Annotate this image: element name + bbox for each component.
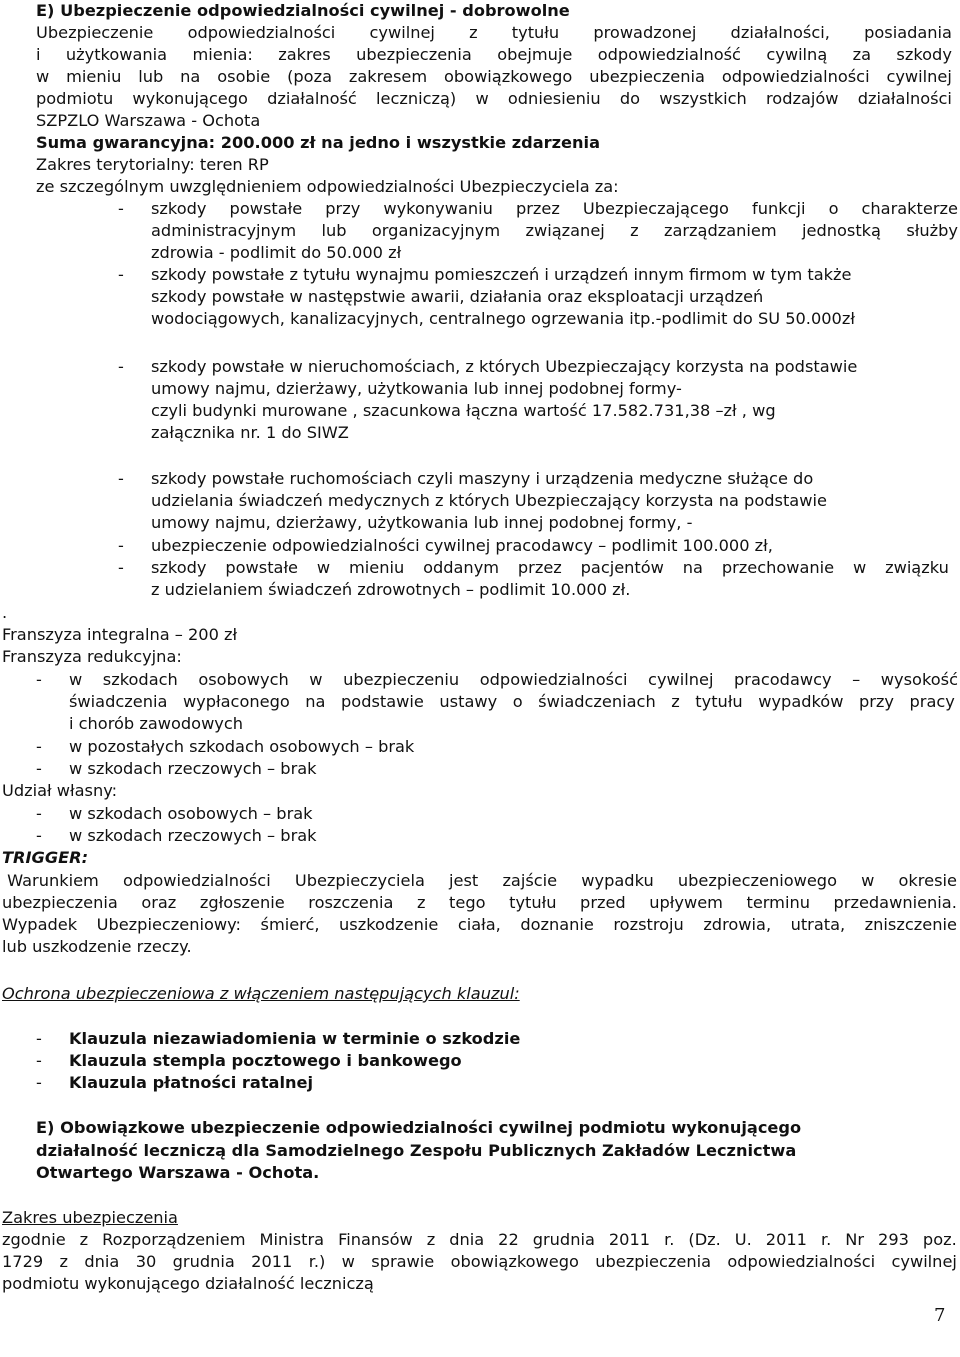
stray-dot: . [2,603,8,622]
word: doznanie [520,915,594,934]
paragraph-line [36,22,952,44]
page-number: 7 [934,1305,946,1326]
word: mieniu [66,67,122,86]
word: szkodach [102,670,178,689]
word: wypłaconego [182,692,290,711]
list-dash: - [36,1073,42,1092]
word: podmiotu [36,89,114,108]
word: podstawie [341,692,424,711]
word: zarządzaniem [663,221,777,240]
list-dash: - [36,826,42,845]
word: obowiązkowego [443,67,573,86]
word: za [852,45,872,64]
word: odpowiedzialności [122,871,271,890]
list-item-line: wodociągowych, kanalizacyjnych, centralnego ogrzewania itp.-podlimit do SU 50.000zł [151,309,855,328]
clauses-title: Ochrona ubezpieczeniowa z włączeniem następujących klauzul: [2,984,520,1003]
word: cywilnej [891,1252,957,1271]
word: powstałe [225,558,299,577]
word: z [417,893,426,912]
list-item-line: szkody powstałe z tytułu wynajmu pomieszczeń i urządzeń innym firmom w tym także [151,265,852,284]
word: 2011 [765,1230,807,1249]
paragraph-line [2,1251,957,1273]
word: odniesieniu [507,89,601,108]
word: wszystkich [659,89,747,108]
word: r.) [308,1252,326,1271]
word: posiadania [864,23,952,42]
word: związku [885,558,949,577]
word: w [475,89,489,108]
own-share-title: Udział własny: [2,781,118,800]
list-item-line: czyli budynki murowane , szacunkowa łączna wartość 17.582.731,38 –zł , wg [151,401,776,420]
word: sprawie [371,1252,435,1271]
word: przedawnienia. [833,893,957,912]
reductive-deductible-title: Franszyza redukcyjna: [2,647,182,666]
word: z [630,221,639,240]
word: obowiązkowego [450,1252,579,1271]
list-item-line [151,557,949,579]
list-dash: - [118,265,124,284]
section-heading: E) Obowiązkowe ubezpieczenie odpowiedzialności cywilnej podmiotu wykonującego [36,1118,802,1137]
word: tytułu [511,23,560,42]
word: organizacyjnym [371,221,501,240]
word: ubezpieczenia [2,893,118,912]
word: wykonującego [132,89,248,108]
word: na [180,67,201,86]
scope-title: Zakres ubezpieczenia [2,1208,178,1227]
paragraph-line [36,44,952,66]
word: przy [858,692,894,711]
integral-deductible: Franszyza integralna – 200 zł [2,625,238,644]
word: r. [664,1230,675,1249]
list-item-line [151,220,958,242]
word: w [852,558,867,577]
word: działalność [267,89,357,108]
trigger-label: TRIGGER: [2,848,89,867]
word: cywilną [766,45,828,64]
word: z [671,692,680,711]
list-item-line: w szkodach osobowych – brak [69,804,313,823]
list-dash: - [118,469,124,488]
word: zgłoszenie [199,893,285,912]
word: w [341,1252,355,1271]
word: służby [906,221,958,240]
word: utrata, [790,915,846,934]
word: poz. [922,1230,957,1249]
word: zakres [278,45,331,64]
list-dash: - [36,737,42,756]
section-heading: Otwartego Warszawa - Ochota. [36,1163,320,1182]
paragraph-line: lub uszkodzenie rzeczy. [2,937,192,956]
word: mienia: [192,45,253,64]
paragraph-line [36,66,952,88]
word: mieniu [348,558,405,577]
list-dash: - [36,759,42,778]
word: zgodnie [2,1230,66,1249]
paragraph-line [2,914,957,936]
word: Warunkiem [2,871,99,890]
word: funkcji [752,199,806,218]
word: upływem [649,893,723,912]
word: oddanym [423,558,500,577]
word: wysokość [880,670,958,689]
word: 22 [498,1230,519,1249]
word: (Dz. [688,1230,721,1249]
word: zakresem [348,67,428,86]
word: grudnia [172,1252,235,1271]
list-dash: - [118,199,124,218]
word: osobowych [198,670,289,689]
guarantee-sum: Suma gwarancyjna: 200.000 zł na jedno i wszystkie zdarzenia [36,133,601,152]
word: jest [449,871,479,890]
list-item-line [69,669,958,691]
word: cywilnej [648,670,714,689]
word: w [36,67,50,86]
paragraph-line [2,892,957,914]
word: charakterze [861,199,958,218]
word: Ubezpieczenie [36,23,154,42]
word: ubezpieczeniu [343,670,460,689]
paragraph-line: SZPZLO Warszawa - Ochota [36,111,261,130]
clause-item: Klauzula stempla pocztowego i bankowego [69,1051,462,1070]
word: U. [734,1230,752,1249]
word: odpowiedzialności [721,67,870,86]
word: o [512,692,523,711]
word: odpowiedzialności [479,670,628,689]
word: oraz [141,893,177,912]
word: z [469,23,478,42]
word: roszczenia [308,893,394,912]
word: powstałe [229,199,303,218]
list-item-line: i chorób zawodowych [69,714,244,733]
list-item-line: w szkodach rzeczowych – brak [69,759,317,778]
paragraph-line [2,870,957,892]
word: szkody [151,199,207,218]
section-heading: działalność leczniczą dla Samodzielnego Zespołu Publicznych Zakładów Lecznictwa [36,1141,797,1160]
word: pracy [909,692,955,711]
word: ciała, [457,915,501,934]
list-item-line: zdrowia - podlimit do 50.000 zł [151,243,402,262]
word: działalności, [730,23,830,42]
word: 293 [878,1230,909,1249]
word: rozstroju [613,915,684,934]
list-item-line: umowy najmu, dzierżawy, użytkowania lub innej podobnej formy, - [151,513,693,532]
word: odpowiedzialność [597,45,741,64]
word: w [316,558,331,577]
word: tytułu [509,893,557,912]
word: dnia [84,1252,120,1271]
word: pacjentów [580,558,664,577]
paragraph-line: podmiotu wykonującego działalność leczniczą [2,1274,374,1293]
word: przy [325,199,361,218]
word: w [309,670,323,689]
word: Nr [845,1230,865,1249]
word: świadczeniach [538,692,656,711]
word: uszkodzenie [339,915,439,934]
word: zdrowia, [703,915,772,934]
word: lub [138,67,164,86]
special-scope-intro: ze szczególnym uwzględnieniem odpowiedzialności Ubezpieczyciela za: [36,177,619,196]
word: odpowiedzialności [727,1252,876,1271]
list-item-line: w pozostałych szkodach osobowych – brak [69,737,415,756]
list-item-line [151,198,958,220]
section-heading: E) Ubezpieczenie odpowiedzialności cywilnej - dobrowolne [36,1,570,20]
word: zniszczenie [864,915,957,934]
list-item-line: umowy najmu, dzierżawy, użytkowania lub innej podobnej formy- [151,379,682,398]
list-item-line: szkody powstałe w nieruchomościach, z których Ubezpieczający korzysta na podstawie [151,357,858,376]
word: Finansów [338,1230,413,1249]
word: ustawy [439,692,498,711]
list-dash: - [36,1029,42,1048]
word: ubezpieczenia [356,45,472,64]
word: leczniczą) [376,89,457,108]
list-item-line [69,691,955,713]
word: z [59,1252,69,1271]
list-dash: - [36,804,42,823]
word: cywilnej [369,23,435,42]
word: działalności [857,89,952,108]
list-item-line: udzielania świadczeń medycznych z których Ubezpieczający korzysta na podstawie [151,491,827,510]
word: ubezpieczenia [595,1252,712,1271]
clause-item: Klauzula płatności ratalnej [69,1073,314,1092]
word: tego [449,893,486,912]
word: okresie [898,871,957,890]
word: szkody [896,45,952,64]
list-item-line: z udzielaniem świadczeń zdrowotnych – podlimit 10.000 zł. [151,580,631,599]
word: Wypadek [2,915,78,934]
territorial-scope: Zakres terytorialny: teren RP [36,155,269,174]
word: dnia [449,1230,485,1249]
word: o [828,199,839,218]
list-dash: - [118,536,124,555]
word: i [36,45,41,64]
word: terminu [746,893,810,912]
word: do [619,89,641,108]
word: przez [515,199,560,218]
word: Rozporządzeniem [102,1230,246,1249]
word: na [305,692,326,711]
word: przechowanie [721,558,835,577]
word: 2011 [251,1252,293,1271]
word: osobie [217,67,271,86]
word: grudnia [532,1230,595,1249]
word: rodzajów [766,89,839,108]
word: związanej [525,221,605,240]
word: 30 [135,1252,157,1271]
word: szkody [151,558,207,577]
list-item-line: załącznika nr. 1 do SIWZ [151,423,349,442]
word: przed [580,893,626,912]
list-dash: - [36,670,42,689]
word: 1729 [2,1252,44,1271]
word: śmierć, [260,915,320,934]
word: z [426,1230,436,1249]
word: zajście [502,871,558,890]
word: wypadków [758,692,844,711]
word: ubezpieczeniowego [677,871,837,890]
paragraph-line [36,88,952,110]
word: obejmuje [497,45,573,64]
paragraph-line [2,1229,957,1251]
word: ubezpieczenia [589,67,705,86]
word: wypadku [581,871,654,890]
word: r. [820,1230,832,1249]
word: w [69,670,83,689]
word: Ubezpieczeniowy: [96,915,242,934]
word: wykonywaniu [383,199,493,218]
word: (poza [287,67,333,86]
word: jednostką [801,221,881,240]
word: świadczenia [69,692,168,711]
list-item-line: szkody powstałe ruchomościach czyli maszyny i urządzenia medyczne służące do [151,469,814,488]
word: przez [517,558,562,577]
word: Ubezpieczyciela [294,871,425,890]
word: użytkowania [65,45,168,64]
word: cywilnej [886,67,952,86]
list-dash: - [118,558,124,577]
word: tytułu [695,692,743,711]
word: Ministra [259,1230,325,1249]
list-dash: - [118,357,124,376]
word: odpowiedzialności [187,23,336,42]
word: Ubezpieczającego [582,199,729,218]
word: – [852,670,861,689]
word: 2011 [608,1230,651,1249]
word: administracyjnym [151,221,297,240]
list-dash: - [36,1051,42,1070]
word: na [682,558,703,577]
word: w [861,871,875,890]
clause-item: Klauzula niezawiadomienia w terminie o szkodzie [69,1029,521,1048]
list-item-line: ubezpieczenie odpowiedzialności cywilnej pracodawcy – podlimit 100.000 zł, [151,536,773,555]
word: lub [321,221,347,240]
word: z [79,1230,89,1249]
list-item-line: szkody powstałe w następstwie awarii, działania oraz eksploatacji urządzeń [151,287,764,306]
list-item-line: w szkodach rzeczowych – brak [69,826,317,845]
word: pracodawcy [734,670,832,689]
word: prowadzonej [593,23,697,42]
